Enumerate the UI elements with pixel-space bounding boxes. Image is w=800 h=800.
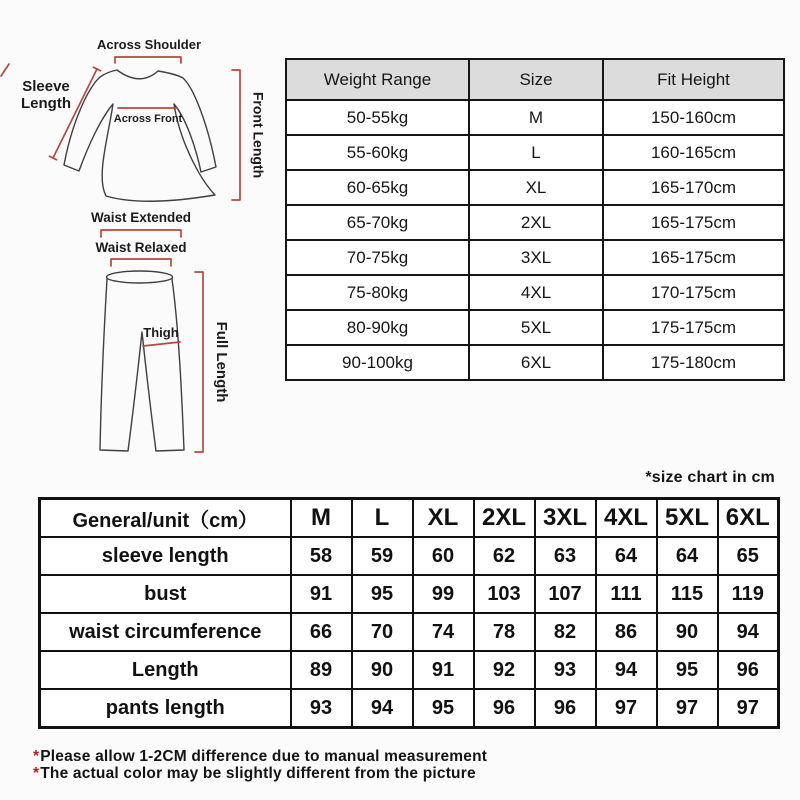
weight-table-cell: 2XL [469,205,603,240]
weight-table-cell: 90-100kg [286,345,469,380]
measurement-value-cell: 74 [413,613,474,651]
size-chart-note: *size chart in cm [645,469,775,486]
measurement-row-label: Length [40,651,291,689]
measurement-value-cell: 94 [352,689,413,728]
measurement-value-cell: 95 [352,575,413,613]
thigh-label: Thigh [143,325,179,340]
measurement-row-label: pants length [40,689,291,728]
front-length-label: Front Length [250,91,267,179]
weight-table-cell: 80-90kg [286,310,469,345]
weight-table-header-cell: Weight Range [286,59,469,100]
measurement-value-cell: 99 [413,575,474,613]
waist-extended-label: Waist Extended [90,210,192,225]
measurement-value-cell: 94 [718,613,779,651]
measurement-value-cell: 119 [718,575,779,613]
footnotes [33,748,487,782]
weight-table-cell: M [469,100,603,135]
weight-table-cell: 6XL [469,345,603,380]
measurement-table-size-header: 4XL [596,499,657,538]
thigh-line [143,342,180,346]
measurement-value-cell: 91 [291,575,352,613]
measurement-value-cell: 78 [474,613,535,651]
weight-table-cell: 75-80kg [286,275,469,310]
measurement-table-row [40,689,779,728]
weight-table-row [286,240,784,275]
measurement-value-cell: 97 [657,689,718,728]
measurement-table [38,497,780,729]
garment-diagrams [0,0,285,470]
weight-table-header-cell: Size [469,59,603,100]
measurement-table-row [40,651,779,689]
full-length-bracket [195,272,203,452]
footnote-color [33,765,487,782]
weight-table-cell: XL [469,170,603,205]
pants-outline [100,279,184,451]
weight-table-cell: 65-70kg [286,205,469,240]
measurement-value-cell: 66 [291,613,352,651]
measurement-value-cell: 60 [413,537,474,575]
measurement-value-cell: 65 [718,537,779,575]
measurement-value-cell: 107 [535,575,596,613]
sleeve-length-label-line2: Length [21,95,71,112]
measurement-value-cell: 62 [474,537,535,575]
weight-table-cell: 55-60kg [286,135,469,170]
measurement-value-cell: 96 [535,689,596,728]
measurement-row-label: waist circumference [40,613,291,651]
measurement-table-size-header: L [352,499,413,538]
weight-size-table [285,58,785,381]
measurement-value-cell: 115 [657,575,718,613]
weight-table-cell: 165-170cm [603,170,784,205]
measurement-value-cell: 96 [474,689,535,728]
pants-waistband [107,271,173,283]
measurement-table-size-header: 6XL [718,499,779,538]
measurement-value-cell: 111 [596,575,657,613]
measurement-value-cell: 82 [535,613,596,651]
weight-table-row [286,275,784,310]
measurement-value-cell: 95 [657,651,718,689]
measurement-value-cell: 58 [291,537,352,575]
measurement-value-cell: 95 [413,689,474,728]
asterisk-marker: * [33,748,40,765]
measurement-table-row [40,613,779,651]
across-front-label: Across Front [113,113,183,125]
measurement-table-size-header: 2XL [474,499,535,538]
weight-table-cell: L [469,135,603,170]
footnote-measurement [33,748,487,765]
across-shoulder-label: Across Shoulder [96,37,202,52]
weight-table-row [286,170,784,205]
measurement-table-size-header: 5XL [657,499,718,538]
measurement-value-cell: 91 [413,651,474,689]
asterisk-marker: * [33,765,40,782]
measurement-value-cell: 92 [474,651,535,689]
weight-table-cell: 5XL [469,310,603,345]
front-length-bracket [232,70,240,200]
measurement-value-cell: 86 [596,613,657,651]
weight-table-cell: 3XL [469,240,603,275]
measurement-value-cell: 89 [291,651,352,689]
sleeve-length-label-line1: Sleeve [22,78,70,95]
weight-table-cell: 150-160cm [603,100,784,135]
weight-table-cell: 170-175cm [603,275,784,310]
weight-table-row [286,100,784,135]
measurement-value-cell: 64 [596,537,657,575]
edge-annotation-fragment [1,64,9,76]
waist-extended-bracket [101,230,181,237]
measurement-table-size-header: 3XL [535,499,596,538]
weight-table-cell: 4XL [469,275,603,310]
across-shoulder-bracket [115,57,181,63]
measurement-table-header-row [40,499,779,538]
waist-relaxed-bracket [111,259,171,266]
measurement-value-cell: 93 [535,651,596,689]
weight-table-cell: 165-175cm [603,240,784,275]
weight-table-cell: 175-175cm [603,310,784,345]
measurement-table-corner-header: General/unit（cm） [40,499,291,538]
measurement-value-cell: 97 [596,689,657,728]
measurement-value-cell: 103 [474,575,535,613]
weight-table-row [286,205,784,240]
measurement-table-row [40,537,779,575]
weight-table-row [286,345,784,380]
measurement-table-size-header: M [291,499,352,538]
weight-table-header-row [286,59,784,100]
weight-table-row [286,310,784,345]
measurement-table-row [40,575,779,613]
measurement-value-cell: 90 [657,613,718,651]
measurement-value-cell: 96 [718,651,779,689]
footnote-text: The actual color may be slightly different from the picture [40,765,476,782]
measurement-value-cell: 70 [352,613,413,651]
full-length-label: Full Length [213,321,231,403]
footnote-text: Please allow 1-2CM difference due to manual measurement [40,748,488,765]
weight-table-row [286,135,784,170]
waist-relaxed-label: Waist Relaxed [95,240,187,255]
measurement-row-label: bust [40,575,291,613]
weight-table-cell: 160-165cm [603,135,784,170]
measurement-value-cell: 64 [657,537,718,575]
measurement-row-label: sleeve length [40,537,291,575]
measurement-value-cell: 97 [718,689,779,728]
weight-table-cell: 165-175cm [603,205,784,240]
weight-table-header-cell: Fit Height [603,59,784,100]
measurement-table-size-header: XL [413,499,474,538]
measurement-value-cell: 94 [596,651,657,689]
weight-table-cell: 60-65kg [286,170,469,205]
weight-table-cell: 50-55kg [286,100,469,135]
weight-table-cell: 175-180cm [603,345,784,380]
measurement-value-cell: 90 [352,651,413,689]
measurement-value-cell: 63 [535,537,596,575]
measurement-value-cell: 59 [352,537,413,575]
weight-table-cell: 70-75kg [286,240,469,275]
measurement-value-cell: 93 [291,689,352,728]
